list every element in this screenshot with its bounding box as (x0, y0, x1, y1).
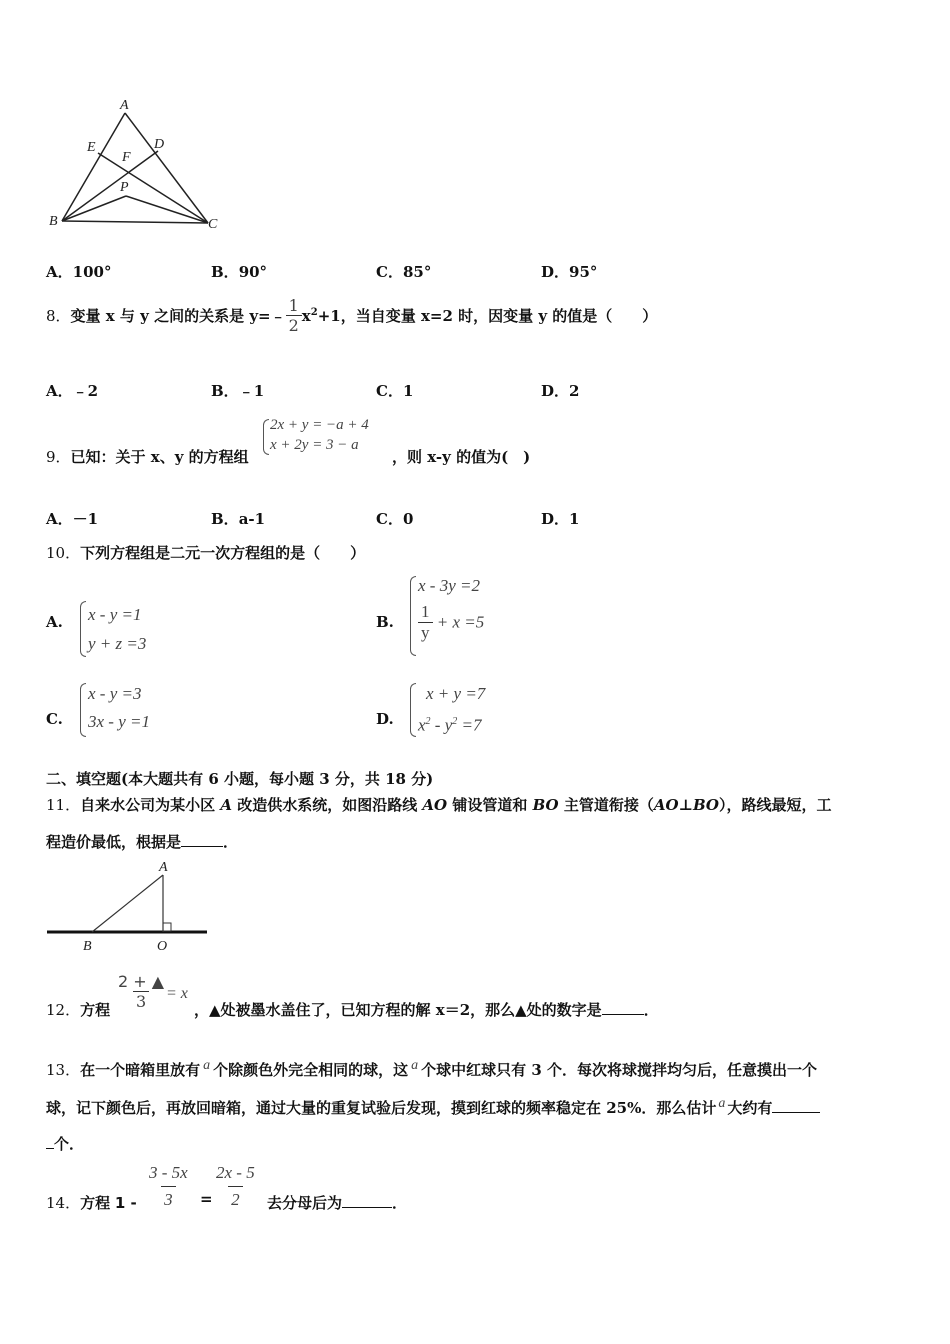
q12-fraction: $\frac{2 + ▲}{3}$ (118, 972, 165, 1011)
label-c: C (208, 217, 218, 232)
pipeline-figure (40, 855, 220, 955)
q10-option-c[interactable]: C. (46, 710, 63, 728)
q9-brace (263, 419, 269, 455)
q12-rhs: = x (166, 985, 188, 1002)
question-13-line2: 球，记下颜色后，再放回暗箱，通过大量的重复试验后发现，摸到红球的频率稳定在 25%．那么估计 $^a$ 大约有 (46, 1096, 820, 1118)
question-14: 14．方程 1 - (46, 1194, 137, 1212)
side-ac (125, 113, 208, 223)
q14-equals: = (200, 1190, 213, 1208)
q10d-system: x + y =7 $x^2 - y^2 =7$ (418, 684, 486, 735)
question-12: 12．方程 (46, 1001, 111, 1019)
segment-ce (98, 153, 208, 223)
question-11: 11．自来水公司为某小区 A 改造供水系统，如图沿路线 AO 铺设管道和 BO 主管道衔接（AO⊥BO），路线最短，工 (46, 796, 832, 814)
answer-blank[interactable] (342, 1207, 392, 1208)
answer-blank-continued (46, 1148, 54, 1149)
segment-bp (62, 196, 126, 221)
label-a: A (159, 860, 168, 875)
q7-option-c[interactable]: C．85° (376, 263, 432, 281)
q10-option-d[interactable]: D. (376, 710, 394, 728)
question-9: 9．已知：关于 x、y 的方程组 (46, 448, 249, 466)
question-11-line2: 程造价最低，根据是 ． (46, 833, 239, 851)
q9-option-c[interactable]: C．0 (376, 510, 414, 528)
question-12-tail: ，▲处被墨水盖住了，已知方程的解 x＝2，那么▲处的数字是 ． (194, 1001, 659, 1019)
question-10: 10．下列方程组是二元一次方程组的是（ ） (46, 544, 366, 562)
segment-ab (92, 875, 163, 932)
label-f: F (122, 150, 131, 165)
q14-fraction-right: $\frac{2x - 5}{2}$ (216, 1163, 255, 1209)
q7-option-b[interactable]: B．90° (211, 263, 268, 281)
right-angle-mark (163, 923, 171, 931)
q10b-system: x - 3y =2 $\frac{1}{y}$ + x =5 (418, 576, 485, 642)
label-b: B (83, 939, 92, 954)
side-bc (62, 221, 208, 223)
label-d: D (154, 137, 165, 152)
question-14-tail: 去分母后为 ． (267, 1194, 408, 1212)
q14-fraction-left: $\frac{3 - 5x}{3}$ (149, 1163, 188, 1209)
answer-blank[interactable] (772, 1112, 820, 1113)
q8-option-d[interactable]: D．2 (541, 382, 580, 400)
q9-question-tail: ，则 x-y 的值为( ) (392, 448, 531, 466)
q10-option-a[interactable]: A. (46, 613, 63, 631)
question-13-line3: 个． (46, 1133, 84, 1154)
q8-option-b[interactable]: B．﹣1 (211, 382, 265, 400)
label-p: P (120, 180, 129, 195)
q8-option-c[interactable]: C．1 (376, 382, 414, 400)
section-title: 二、填空题(本大题共有 6 小题，每小题 3 分，共 18 分) (46, 770, 434, 788)
answer-blank[interactable] (181, 846, 223, 847)
q7-option-d[interactable]: D．95° (541, 263, 598, 281)
q10c-system: x - y =3 3x - y =1 (88, 684, 150, 731)
side-ab (62, 113, 125, 221)
q7-option-a[interactable]: A．100° (46, 263, 112, 281)
label-e: E (87, 140, 96, 155)
q9-option-d[interactable]: D．1 (541, 510, 580, 528)
q10b-brace (410, 576, 416, 656)
question-8: 8．变量 x 与 y 之间的关系是 y=﹣ $\frac{1}{2}$ $x^2+1$，当自变量 x=2 时，因变量 y 的值是（ ） (46, 296, 658, 335)
q10a-system: x - y =1 y + z =3 (88, 605, 147, 653)
q10c-brace (80, 683, 86, 737)
q9-system: 2x + y = −a + 4 x + 2y = 3 − a (270, 417, 369, 453)
answer-blank[interactable] (602, 1014, 644, 1015)
segment-cp (126, 196, 208, 223)
question-number: 8． (46, 307, 71, 325)
q10a-brace (80, 601, 86, 657)
label-o: O (157, 939, 168, 954)
q10-option-b[interactable]: B. (376, 613, 394, 631)
label-a: A (120, 98, 129, 113)
q8-option-a[interactable]: A．﹣2 (46, 382, 99, 400)
q10d-brace (410, 683, 416, 737)
triangle-figure (40, 95, 230, 235)
question-13: 13．在一个暗箱里放有 $^a$ 个除颜色外完全相同的球，这 $^a$ 个球中红球只有 3 个．每次将球搅拌均匀后，任意摸出一个 (46, 1058, 818, 1079)
label-b: B (49, 214, 58, 229)
q9-option-a[interactable]: A．－1 (46, 510, 99, 528)
q9-option-b[interactable]: B．a-1 (211, 510, 266, 528)
